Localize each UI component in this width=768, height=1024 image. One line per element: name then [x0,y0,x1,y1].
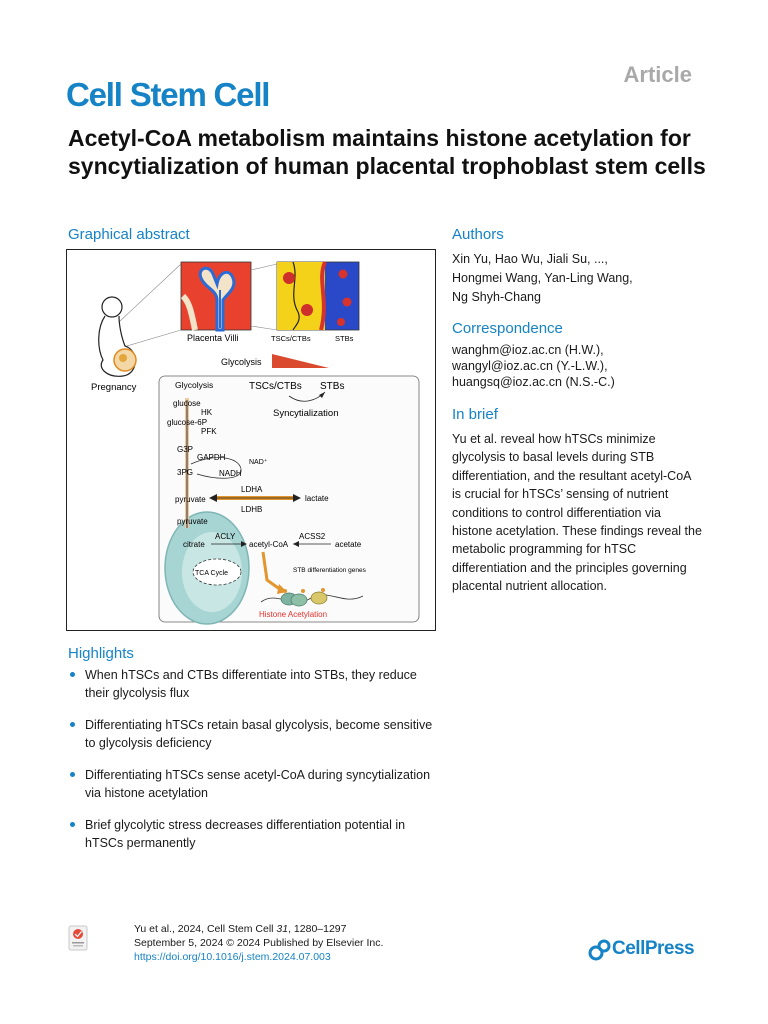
citrate-label: citrate [183,540,205,549]
graphical-abstract-svg [67,250,434,629]
bullet-dot [70,822,75,827]
authors-line-2: Hongmei Wang, Yan-Ling Wang, [452,271,633,285]
stb-genes-label: STB differentiation genes [293,567,366,574]
lactate-label: lactate [305,494,329,503]
glucose-label: glucose [173,399,201,408]
tscs-ctbs-top-label: TSCs/CTBs [271,334,311,343]
journal-logo[interactable]: Cell Stem Cell [66,76,270,113]
cellpress-icon [588,938,612,962]
graphical-abstract-heading: Graphical abstract [68,226,190,243]
tsc-stb-cell-image [277,262,359,330]
highlights-heading: Highlights [68,645,134,662]
glycolysis-box-label: Glycolysis [175,380,214,390]
highlight-item [70,716,440,752]
g3p-label: G3P [177,445,194,454]
gapdh-label: GAPDH [197,453,226,462]
in-brief-text: Yu et al. reveal how hTSCs minimize glycolysis to basal levels during STB differentiation, and the resultant acetyl-CoA is crucial for hTSCs’ sensing of nutrient conditions to control differentiation via histone acetylation. These findings reveal the metabolic programming for hTSC differentiation and the principles governing placental nutrient allocation. [452,432,702,594]
in-brief-heading: In brief [452,406,498,423]
acly-label: ACLY [215,532,236,541]
highlight-item [70,766,440,802]
highlight-text: Differentiating hTSCs sense acetyl-CoA during syncytialization via histone acetylation [85,768,431,800]
citation-line-2: September 5, 2024 © 2024 Published by Elsevier Inc. [134,937,384,949]
bullet-dot [70,672,75,677]
correspondence-email-3[interactable]: huangsq@ioz.ac.cn (N.S.-C.) [452,375,615,389]
tca-cycle-label: TCA Cycle [195,570,229,577]
bullet-dot [70,722,75,727]
stbs-label: STBs [320,381,345,392]
highlight-item [70,666,440,702]
authors-heading: Authors [452,226,504,243]
citation-block [134,922,474,964]
paper-title: Acetyl-CoA metabolism maintains histone acetylation for syncytialization of human placental trophoblast stem cells [68,125,706,179]
syncytialization-label: Syncytialization [273,408,339,419]
correspondence-email-2[interactable]: wangyl@ioz.ac.cn (Y.-L.W.), [452,359,608,373]
placenta-villi-image [181,262,251,330]
ldhb-label: LDHB [241,505,263,514]
highlight-text: When hTSCs and CTBs differentiate into STBs, they reduce their glycolysis flux [85,668,417,700]
histone-acetylation-label: Histone Acetylation [259,610,328,619]
pyruvate-mito-label: pyruvate [177,517,208,526]
nadh-label: NADH [219,469,242,478]
stbs-top-label: STBs [335,334,354,343]
doi-link[interactable]: https://doi.org/10.1016/j.stem.2024.07.003 [134,951,331,963]
correspondence-heading: Correspondence [452,320,563,337]
glucose6p-label: glucose-6P [167,418,208,427]
placenta-villi-label: Placenta Villi [187,333,239,343]
pregnancy-label: Pregnancy [91,382,137,393]
cellpress-wordmark[interactable]: CellPress [612,938,695,959]
highlight-item [70,816,440,852]
article-type-label: Article [623,62,692,87]
authors-line-3: Ng Shyh-Chang [452,290,541,304]
authors-list [452,250,702,307]
check-for-updates-icon[interactable] [68,925,88,951]
correspondence-list [452,342,702,390]
highlight-text: Differentiating hTSCs retain basal glycolysis, become sensitive to glycolysis deficiency [85,718,433,750]
glycolysis-wedge-label: Glycolysis [221,357,262,367]
graphical-abstract-figure [66,249,436,631]
correspondence-email-1[interactable]: wanghm@ioz.ac.cn (H.W.), [452,343,604,357]
acetate-label: acetate [335,540,362,549]
citation-line-1: Yu et al., 2024, Cell Stem Cell 31, 1280–1297 [134,923,347,935]
pyruvate-label: pyruvate [175,495,206,504]
authors-line-1: Xin Yu, Hao Wu, Jiali Su, ..., [452,252,608,266]
acss2-label: ACSS2 [299,532,326,541]
acetyl-coa-label: acetyl-CoA [249,540,289,549]
ldha-label: LDHA [241,485,263,494]
tscs-ctbs-label: TSCs/CTBs [249,381,302,392]
highlight-text: Brief glycolytic stress decreases differentiation potential in hTSCs permanently [85,818,406,850]
nad-label: NAD⁺ [249,459,268,466]
glycolysis-gradient-wedge [221,354,329,368]
hk-label: HK [201,408,213,417]
bullet-dot [70,772,75,777]
pfk-label: PFK [201,427,217,436]
3pg-label: 3PG [177,468,194,477]
